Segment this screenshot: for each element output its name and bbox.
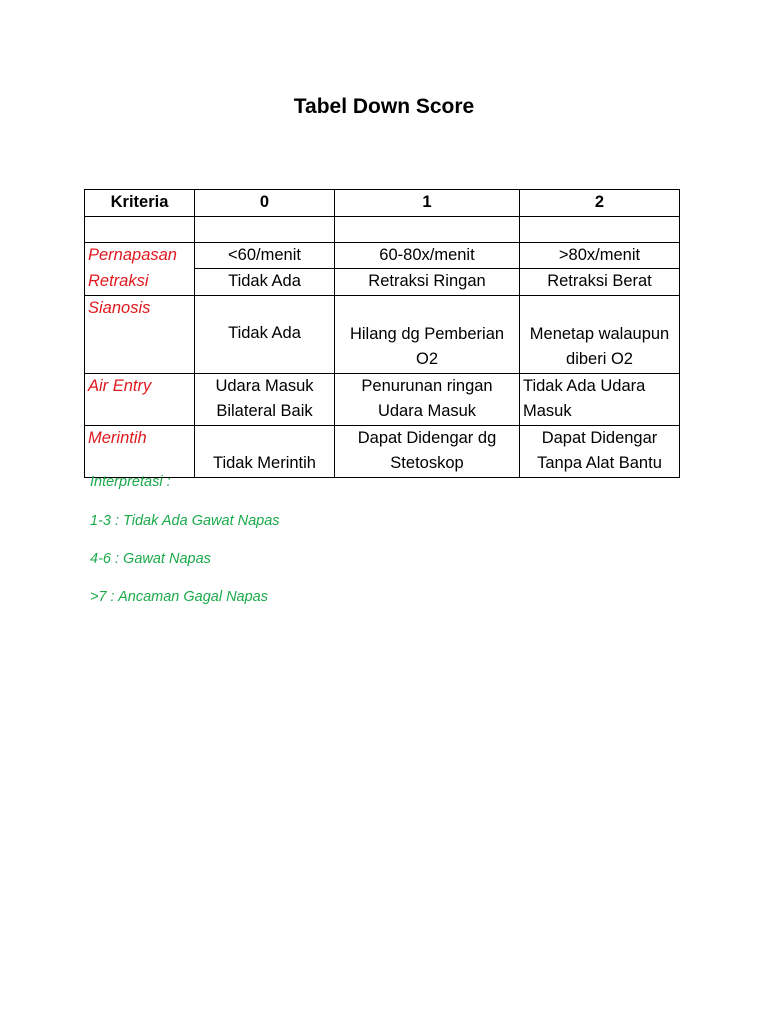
cell-score-1: Retraksi Ringan [335, 269, 520, 296]
header-score-1: 1 [335, 190, 520, 217]
table-row [85, 242, 680, 269]
table-header-row [85, 190, 680, 217]
table-row [85, 269, 680, 296]
table-row [85, 425, 680, 477]
header-score-0: 0 [195, 190, 335, 217]
cell-score-1: 60-80x/menit [335, 242, 520, 269]
cell-score-1: Penurunan ringan Udara Masuk [335, 373, 520, 425]
page-title: Tabel Down Score [293, 95, 475, 118]
interpretation-item: >7 : Ancaman Gagal Napas [90, 589, 269, 605]
criteria-sianosis: Sianosis [85, 295, 195, 373]
down-score-table [84, 189, 680, 478]
cell-score-1: Dapat Didengar dg Stetoskop [335, 425, 520, 477]
cell-score-2: Retraksi Berat [520, 269, 680, 296]
table-blank-row [85, 216, 680, 242]
interpretation-item: 4-6 : Gawat Napas [90, 551, 211, 567]
table-row [85, 373, 680, 425]
criteria-air-entry: Air Entry [85, 373, 195, 425]
header-kriteria: Kriteria [85, 190, 195, 217]
cell-score-0: <60/menit [195, 242, 335, 269]
criteria-retraksi: Retraksi [85, 269, 195, 296]
cell-score-2: Dapat Didengar Tanpa Alat Bantu [520, 425, 680, 477]
header-score-2: 2 [520, 190, 680, 217]
criteria-pernapasan: Pernapasan [85, 242, 195, 269]
cell-score-0: Udara Masuk Bilateral Baik [195, 373, 335, 425]
cell-score-2: Tidak Ada Udara Masuk [520, 373, 680, 425]
cell-score-2: >80x/menit [520, 242, 680, 269]
interpretation-heading: Interpretasi : [90, 474, 171, 490]
cell-score-1: Hilang dg Pemberian O2 [335, 295, 520, 373]
cell-score-0: Tidak Ada [195, 295, 335, 373]
cell-score-2: Menetap walaupun diberi O2 [520, 295, 680, 373]
cell-score-0: Tidak Merintih [195, 425, 335, 477]
criteria-merintih: Merintih [85, 425, 195, 477]
table-row [85, 295, 680, 373]
cell-score-0: Tidak Ada [195, 269, 335, 296]
interpretation-item: 1-3 : Tidak Ada Gawat Napas [90, 513, 280, 529]
